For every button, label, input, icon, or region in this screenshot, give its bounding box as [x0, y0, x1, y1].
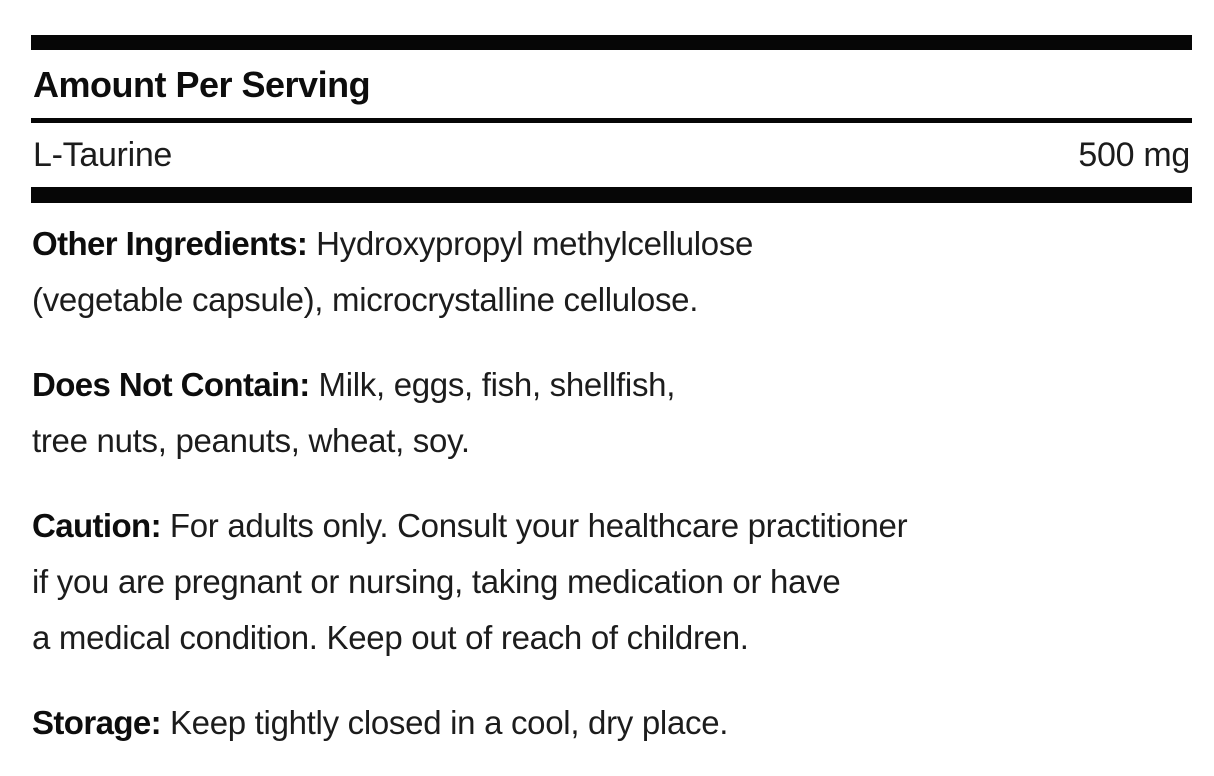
- storage-title: Storage:: [32, 704, 162, 741]
- paragraph-line: [32, 272, 1192, 328]
- ingredient-amount: 500 mg: [1078, 135, 1190, 174]
- paragraph-line: [32, 695, 1192, 751]
- does-not-contain-title: Does Not Contain:: [32, 366, 310, 403]
- top-divider-bar: [31, 35, 1192, 50]
- does-not-contain-paragraph: [32, 357, 1192, 469]
- storage-paragraph: [32, 695, 1192, 751]
- other-ingredients-title: Other Ingredients:: [32, 225, 308, 262]
- other-ingredients-paragraph: [32, 216, 1192, 328]
- amount-per-serving-heading: Amount Per Serving: [33, 64, 371, 105]
- ingredient-name: L-Taurine: [33, 135, 173, 174]
- caution-title: Caution:: [32, 507, 162, 544]
- does-not-contain-text-line2: tree nuts, peanuts, wheat, soy.: [32, 422, 470, 459]
- caution-paragraph: [32, 498, 1192, 666]
- does-not-contain-text-line1: Milk, eggs, fish, shellfish,: [318, 366, 676, 403]
- caution-text-line3: a medical condition. Keep out of reach of children.: [32, 619, 749, 656]
- paragraph-line: [32, 498, 1192, 554]
- mid-divider-bar: [31, 187, 1192, 203]
- other-ingredients-text-line2: (vegetable capsule), microcrystalline cellulose.: [32, 281, 699, 318]
- other-ingredients-text-line1: Hydroxypropyl methylcellulose: [316, 225, 754, 262]
- caution-text-line2: if you are pregnant or nursing, taking medication or have: [32, 563, 841, 600]
- paragraph-line: [32, 357, 1192, 413]
- paragraph-line: [32, 216, 1192, 272]
- paragraph-line: [32, 610, 1192, 666]
- paragraph-line: [32, 554, 1192, 610]
- ingredient-row: [31, 123, 1192, 187]
- caution-text-line1: For adults only. Consult your healthcare practitioner: [169, 507, 908, 544]
- paragraph-line: [32, 413, 1192, 469]
- storage-text-line1: Keep tightly closed in a cool, dry place.: [169, 704, 729, 741]
